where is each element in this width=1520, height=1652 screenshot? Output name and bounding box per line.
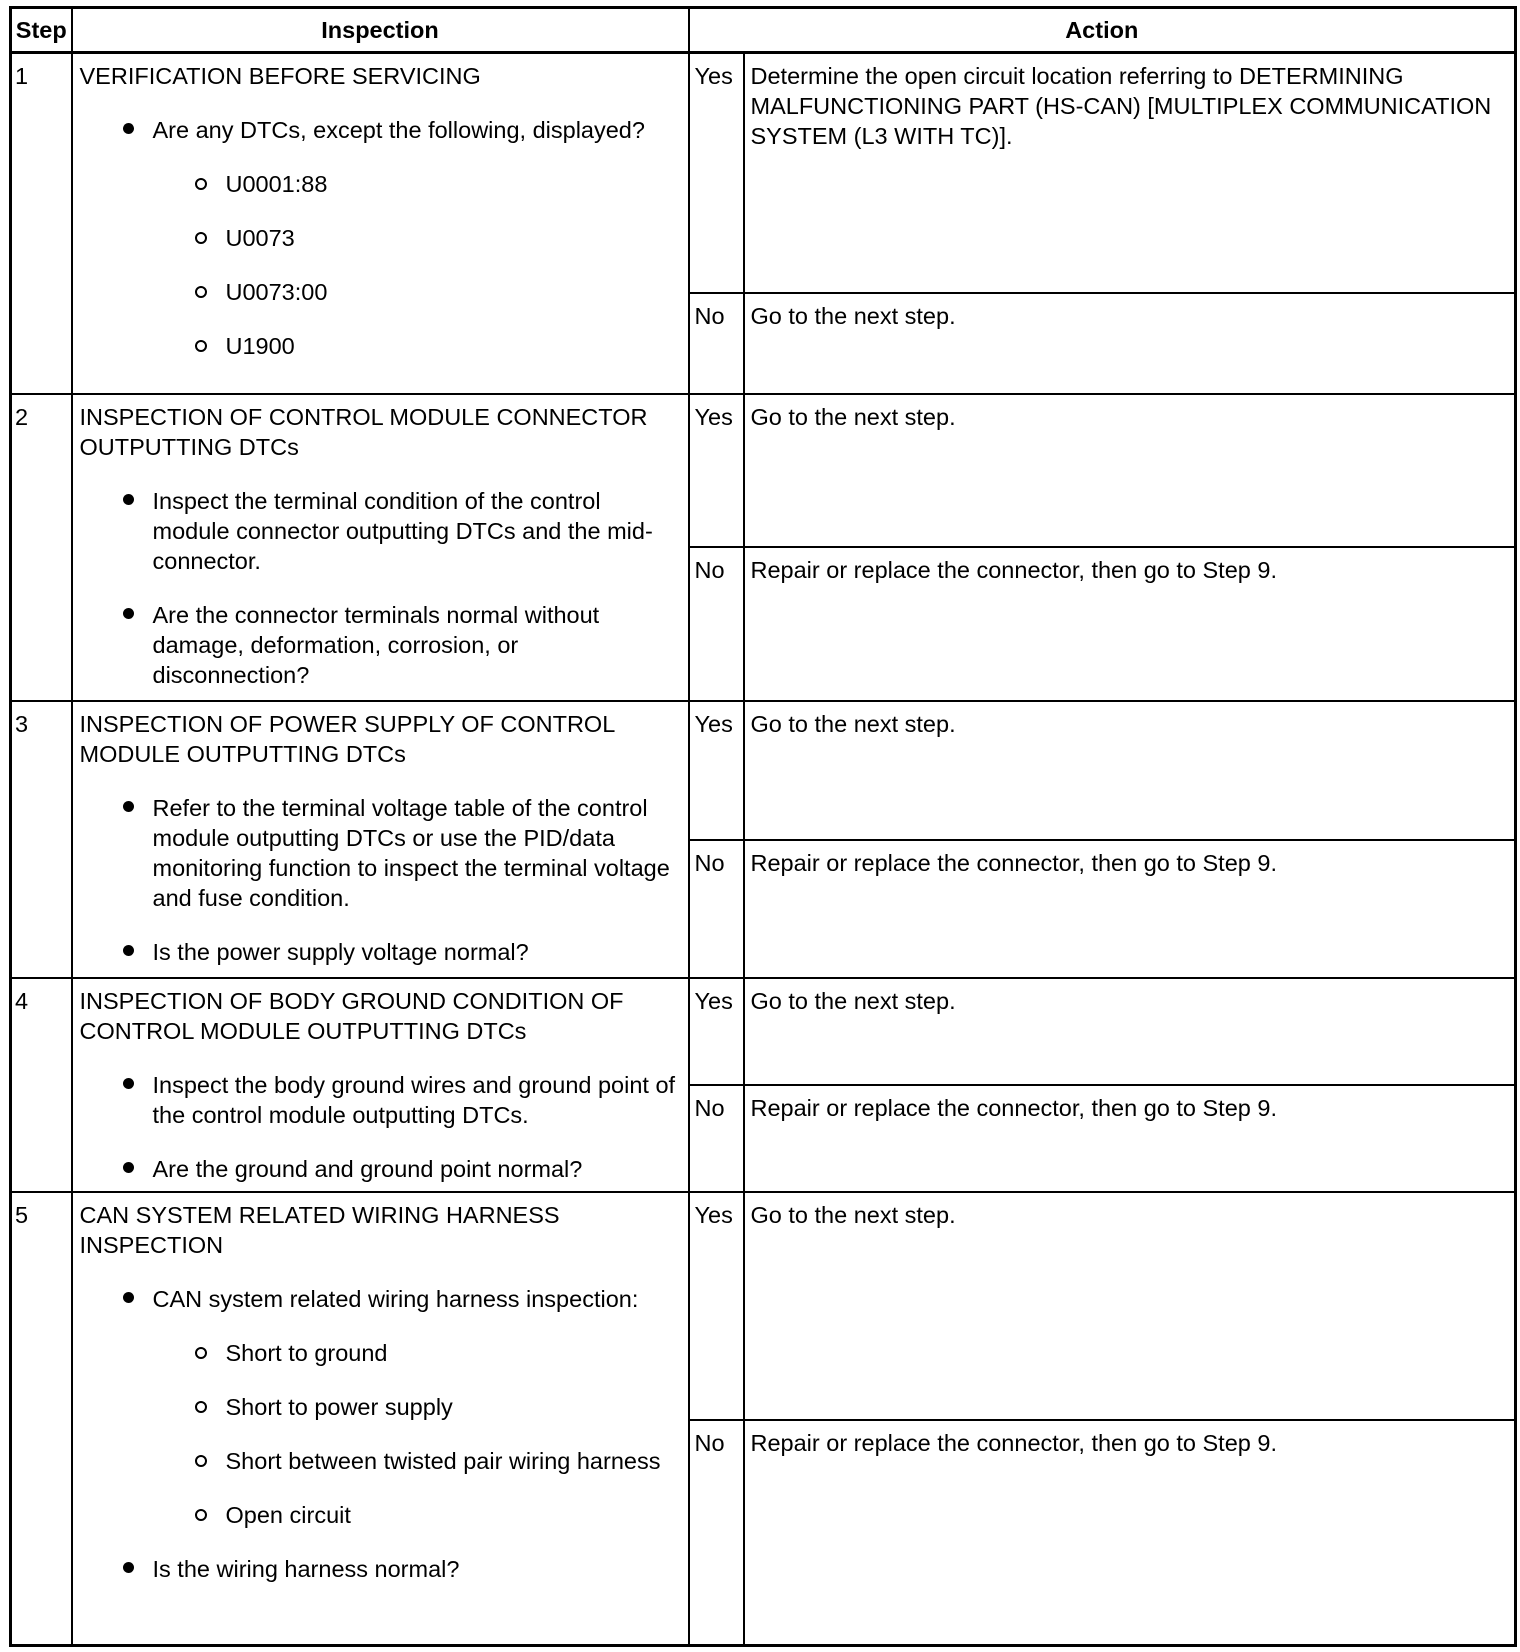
inspection-cell [72, 52, 689, 394]
yes-action: Go to the next step. [744, 1192, 1516, 1420]
bullet-dot-icon [123, 945, 134, 956]
bullet-circle-icon [195, 1509, 207, 1521]
bullet-circle-icon [195, 1347, 207, 1359]
inspection-sub-item [80, 1338, 680, 1368]
inspection-bullet-item [80, 115, 680, 361]
diagnostic-procedure-table [9, 6, 1517, 1647]
inspection-bullet-list [80, 1070, 680, 1184]
inspection-sub-text: U0001:88 [225, 170, 328, 197]
bullet-circle-icon [195, 178, 207, 190]
step-row-yes [11, 701, 1516, 840]
step-number: 5 [11, 1192, 72, 1646]
step-number: 3 [11, 701, 72, 977]
inspection-sub-list [153, 169, 680, 361]
inspection-cell [72, 978, 689, 1192]
inspection-bullet-text: Inspect the body ground wires and ground point of the control module outputting DTCs. [152, 1071, 676, 1128]
inspection-sub-item [80, 223, 680, 253]
no-action: Repair or replace the connector, then go to Step 9. [744, 1420, 1516, 1646]
yes-action: Go to the next step. [744, 978, 1516, 1086]
step-row-yes [11, 978, 1516, 1086]
step-number: 2 [11, 394, 72, 702]
inspection-bullet-item [80, 1070, 680, 1130]
inspection-sub-item [80, 1500, 680, 1530]
no-action: Repair or replace the connector, then go to Step 9. [744, 547, 1516, 701]
inspection-bullet-item [80, 1554, 680, 1584]
inspection-bullet-text: Inspect the terminal condition of the control module connector outputting DTCs and the mid-connector. [152, 487, 653, 574]
bullet-circle-icon [195, 286, 207, 298]
bullet-dot-icon [123, 801, 134, 812]
inspection-sub-text: U1900 [225, 332, 295, 359]
no-label: No [689, 1420, 744, 1646]
bullet-dot-icon [123, 1078, 134, 1089]
inspection-sub-item [80, 331, 680, 361]
no-label: No [689, 840, 744, 978]
inspection-bullet-list [80, 486, 680, 690]
inspection-sub-text: Open circuit [225, 1501, 351, 1528]
bullet-dot-icon [123, 608, 134, 619]
inspection-title: INSPECTION OF BODY GROUND CONDITION OF CONTROL MODULE OUTPUTTING DTCs [79, 987, 624, 1044]
inspection-cell [72, 394, 689, 702]
inspection-sub-text: Short between twisted pair wiring harness [225, 1447, 661, 1474]
inspection-bullet-text: Is the wiring harness normal? [152, 1555, 460, 1582]
no-action: Repair or replace the connector, then go to Step 9. [744, 1085, 1516, 1192]
bullet-circle-icon [195, 1401, 207, 1413]
bullet-dot-icon [123, 123, 134, 134]
inspection-title: CAN SYSTEM RELATED WIRING HARNESS INSPECTION [79, 1201, 560, 1258]
bullet-circle-icon [195, 232, 207, 244]
inspection-sub-item [80, 1446, 680, 1476]
inspection-bullet-item [80, 600, 680, 690]
yes-label: Yes [689, 394, 744, 547]
inspection-bullet-item [80, 1154, 680, 1184]
no-label: No [689, 1085, 744, 1192]
inspection-bullet-text: Is the power supply voltage normal? [152, 939, 529, 966]
inspection-title: VERIFICATION BEFORE SERVICING [79, 62, 481, 89]
header-row [11, 8, 1516, 53]
inspection-sub-text: Short to ground [225, 1339, 388, 1366]
no-label: No [689, 547, 744, 701]
yes-label: Yes [689, 1192, 744, 1420]
yes-action: Go to the next step. [744, 701, 1516, 840]
header-action: Action [689, 8, 1516, 53]
inspection-sub-text: Short to power supply [225, 1393, 453, 1420]
inspection-cell [72, 701, 689, 977]
no-label: No [689, 293, 744, 393]
inspection-sub-text: U0073 [225, 224, 295, 251]
no-action: Repair or replace the connector, then go to Step 9. [744, 840, 1516, 978]
inspection-sub-list [153, 1338, 680, 1530]
step-number: 1 [11, 52, 72, 394]
step-row-yes [11, 52, 1516, 293]
yes-action: Determine the open circuit location referring to DETERMINING MALFUNCTIONING PART (HS-CAN) [MULTIPLEX COMMUNICATION SYSTEM (L3 WITH TC)]. [744, 52, 1516, 293]
inspection-bullet-text: Are the ground and ground point normal? [152, 1155, 583, 1182]
inspection-sub-item [80, 169, 680, 199]
inspection-title: INSPECTION OF CONTROL MODULE CONNECTOR OUTPUTTING DTCs [79, 403, 648, 460]
yes-label: Yes [689, 52, 744, 293]
inspection-bullet-list [80, 115, 680, 361]
inspection-bullet-text: Are any DTCs, except the following, displayed? [152, 116, 645, 143]
inspection-sub-item [80, 1392, 680, 1422]
inspection-bullet-item [80, 486, 680, 576]
inspection-bullet-item [80, 937, 680, 967]
bullet-dot-icon [123, 1562, 134, 1573]
yes-action: Go to the next step. [744, 394, 1516, 547]
inspection-bullet-text: Are the connector terminals normal without damage, deformation, corrosion, or disconnection? [152, 601, 600, 688]
header-step: Step [11, 8, 72, 53]
bullet-dot-icon [123, 1292, 134, 1303]
header-inspection: Inspection [72, 8, 689, 53]
inspection-bullet-list [80, 1284, 680, 1584]
step-row-yes [11, 1192, 1516, 1420]
inspection-cell [72, 1192, 689, 1646]
no-action: Go to the next step. [744, 293, 1516, 393]
bullet-dot-icon [123, 1162, 134, 1173]
inspection-bullet-item [80, 793, 680, 913]
bullet-circle-icon [195, 340, 207, 352]
step-number: 4 [11, 978, 72, 1192]
bullet-dot-icon [123, 494, 134, 505]
yes-label: Yes [689, 978, 744, 1086]
inspection-bullet-text: Refer to the terminal voltage table of the control module outputting DTCs or use the PID/data monitoring function to inspect the terminal voltage and fuse condition. [152, 795, 670, 912]
inspection-bullet-item [80, 1284, 680, 1530]
inspection-bullet-text: CAN system related wiring harness inspection: [152, 1285, 639, 1312]
inspection-sub-item [80, 277, 680, 307]
inspection-title: INSPECTION OF POWER SUPPLY OF CONTROL MODULE OUTPUTTING DTCs [79, 711, 615, 768]
inspection-bullet-list [80, 793, 680, 967]
yes-label: Yes [689, 701, 744, 840]
bullet-circle-icon [195, 1455, 207, 1467]
step-row-yes [11, 394, 1516, 547]
inspection-sub-text: U0073:00 [225, 278, 328, 305]
